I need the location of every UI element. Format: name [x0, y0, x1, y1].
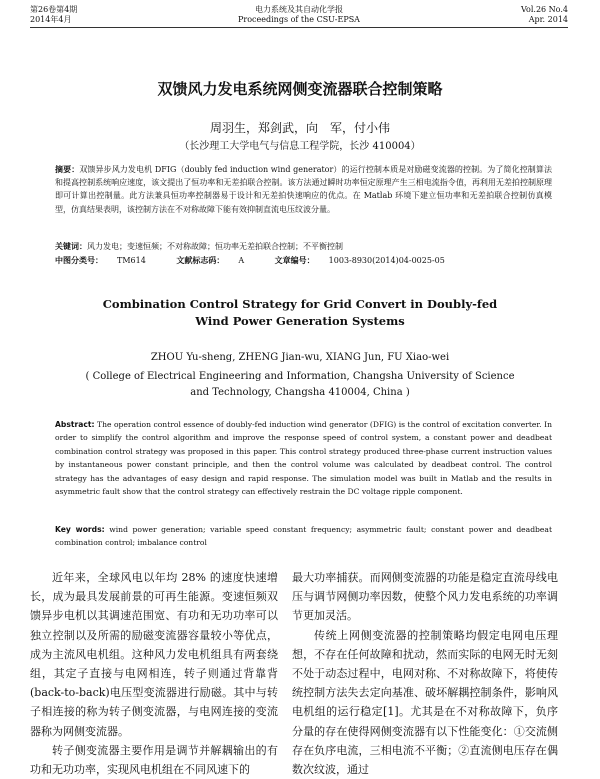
authors-en: ZHOU Yu-sheng, ZHENG Jian-wu, XIANG Jun, FU Xiao-wei: [150, 352, 450, 363]
abstract-en-label: Abstract:: [55, 420, 95, 429]
abstract-cn: [55, 163, 552, 216]
body-paragraph: 最大功率捕获。而网侧变流器的功能是稳定直流母线电压与调节网侧功率因数，使整个风力发电系统的功率调节更加灵活。: [292, 571, 558, 623]
doc-code-value: A: [238, 256, 245, 265]
keywords-en: [55, 523, 552, 550]
abstract-cn-text: 双馈异步风力发电机 DFIG（doubly fed induction wind generator）的运行控制本质是对励磁变流器的控制。为了简化控制算法和提高控制系统响应速度，该文提出了恒功率和无差拍联合控制。该方法通过瞬时功率恒定原理产生三相电流指令值，再利用无差拍控制原理即可计算出控制量。此方法兼具恒功率控制器易于设计和无差拍快速响应的优点。在 Matlab 环境下建立恒功率和无差拍联合控制仿真模型，仿真结果表明，该控制方法在不对称故障下能有效抑制直流电压纹波分量。: [55, 165, 553, 214]
paper-title-en-line1: Combination Control Strategy for Grid Convert in Doubly-fed: [102, 297, 498, 311]
affiliation-en: ( College of Electrical Engineering and Information, Changsha University of Science and Technology, Changsha 410004, China ): [85, 371, 515, 398]
keywords-en-label: Key words:: [55, 525, 105, 534]
volume-issue-en: Vol.26 No.4: [521, 5, 568, 14]
publication-date: 2014年4月: [30, 15, 72, 24]
paper-title-en-line2: Wind Power Generation Systems: [195, 314, 405, 328]
abstract-en: [55, 418, 552, 498]
volume-issue: 第26卷第4期: [30, 5, 78, 14]
article-no-label: 文章编号：: [274, 256, 315, 265]
body-paragraph: 近年来，全球风电以年均 28% 的速度快速增长，成为最具发展前景的可再生能源。变速恒频双馈异步电机以其调速范围宽、有功和无功功率可以独立控制以及所需的励磁变流器容量较小等优点，成为主流风电机组。这种风力发电机组具有两套绕组，其定子直接与电网相连，转子则通过背靠背(back-to-back)电压型变流器进行励磁。其中与转子相连接的称为转子侧变流器，与电网连接的变流器称为网侧变流器。: [30, 571, 278, 738]
keywords-cn-label: 关键词：: [55, 242, 87, 251]
affiliation-cn: （长沙理工大学电气与信息工程学院，长沙 410004）: [179, 141, 421, 152]
keywords-cn-text: 风力发电；变速恒频；不对称故障；恒功率无差拍联合控制；不平衡控制: [87, 242, 343, 251]
journal-name-en: Proceedings of the CSU-EPSA: [238, 15, 360, 24]
authors-cn: 周羽生，郑剑武，向 军，付小伟: [209, 121, 390, 135]
body-column-right: [292, 568, 558, 779]
header-rule: [30, 27, 568, 28]
article-no-value: 1003-8930(2014)04-0025-05: [328, 256, 445, 265]
keywords-en-text: wind power generation; variable speed constant frequency; asymmetric fault; constant power and deadbeat combination control; imbalance control: [55, 525, 552, 548]
doc-code-label: 文献标志码：: [176, 256, 225, 265]
keywords-cn: [55, 240, 552, 253]
journal-name-cn: 电力系统及其自动化学报: [255, 5, 343, 14]
abstract-cn-label: 摘要：: [55, 165, 80, 174]
classification-line: [55, 254, 552, 267]
body-column-left: [30, 568, 278, 779]
body-paragraph: 转子侧变流器主要作用是调节并解耦输出的有功和无功功率，实现风电机组在不同风速下的: [30, 743, 278, 777]
paper-title-cn: 双馈风力发电系统网侧变流器联合控制策略: [157, 80, 443, 98]
clc-label: 中图分类号：: [55, 256, 103, 265]
header-right: [521, 5, 568, 25]
header-center: [30, 5, 568, 25]
body-paragraph: 传统上网侧变流器的控制策略均假定电网电压理想，不存在任何故障和扰动，然而实际的电网无时无刻不处于动态过程中，电网对称、不对称故障下，将使传统控制方法失去定向基准、破坏解耦控制条件，影响风电机组的运行稳定[1]。尤其是在不对称故障下，负序分量的存在使得网侧变流器有以下性能变化：①交流侧存在负序电流，三相电流不平衡；②直流侧电压存在偶数次纹波，通过: [292, 628, 558, 777]
abstract-en-text: The operation control essence of doubly-fed induction wind generator (DFIG) is the control of excitation converter. In order to simplify the control algorithm and improve the response speed of control system, a constant power and deadbeat combination control strategy was proposed in this paper. This control strategy produced three-phase current instruction values by instantaneous power constant principle, and then the control volume was calculated by deadbeat control. The control strategy has the advantages of easy design and rapid response. The simulation model was built in Matlab and the results in asymmetric fault show that the control strategy can effectively restrain the DC voltage ripple component.: [55, 420, 552, 497]
clc-value: TM614: [117, 256, 146, 265]
paper-title-en: [0, 296, 600, 330]
running-header: [30, 5, 568, 27]
publication-date-en: Apr. 2014: [528, 15, 568, 24]
